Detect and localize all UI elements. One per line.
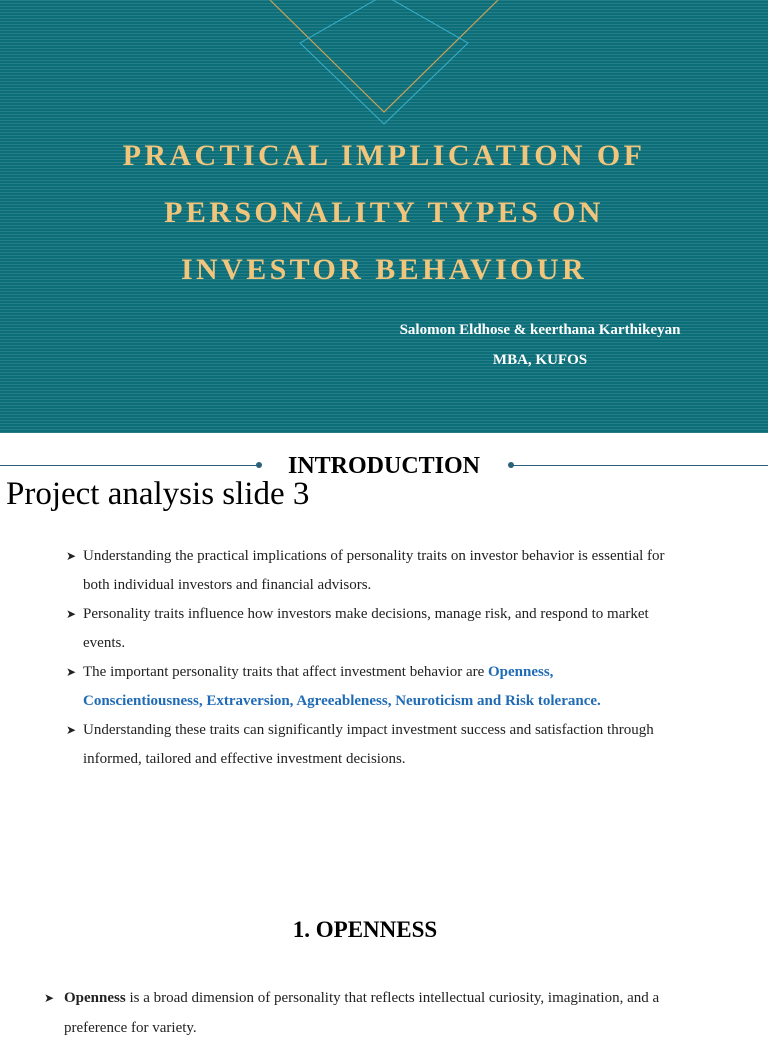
introduction-bullets bbox=[66, 542, 666, 774]
openness-bullets bbox=[44, 983, 684, 1043]
list-item bbox=[66, 542, 666, 600]
gold-chevron-decoration bbox=[270, 0, 498, 112]
traits-highlight: Openness, Conscientiousness, Extraversion, Agreeableness, Neuroticism and Risk tolerance. bbox=[83, 664, 601, 709]
title-line-1: PRACTICAL IMPLICATION OF bbox=[122, 139, 646, 172]
bullet-arrow-icon: ➤ bbox=[44, 991, 55, 1005]
title-line-2: PERSONALITY TYPES ON bbox=[164, 196, 604, 229]
bullet-arrow-icon: ➤ bbox=[66, 723, 77, 737]
bullet-text: Understanding the practical implications of personality traits on investor behavior is essential for both individual investors and financial advisors. bbox=[83, 548, 665, 593]
list-item bbox=[66, 658, 666, 716]
heading-rule-right bbox=[511, 465, 768, 466]
introduction-heading: INTRODUCTION bbox=[287, 453, 481, 479]
teal-diamond-decoration bbox=[300, 0, 468, 124]
list-item bbox=[66, 600, 666, 658]
bullet-text: Understanding these traits can significantly impact investment success and satisfaction through informed, tailored and effective investment decisions. bbox=[83, 722, 654, 767]
bullet-text: The important personality traits that affect investment behavior are bbox=[83, 664, 488, 680]
title-line-3: INVESTOR BEHAVIOUR bbox=[180, 253, 588, 286]
project-analysis-caption: Project analysis slide 3 bbox=[6, 476, 310, 512]
bullet-arrow-icon: ➤ bbox=[66, 549, 77, 563]
bullet-text: Personality traits influence how investors make decisions, manage risk, and respond to market events. bbox=[83, 606, 649, 651]
authors: Salomon Eldhose & keerthana Karthikeyan bbox=[399, 322, 681, 338]
openness-heading: 1. OPENNESS bbox=[292, 917, 438, 942]
bullet-arrow-icon: ➤ bbox=[66, 665, 77, 679]
list-item bbox=[66, 716, 666, 774]
list-item bbox=[44, 983, 684, 1043]
slide-title bbox=[0, 127, 768, 298]
title-slide bbox=[0, 0, 768, 433]
openness-term: Openness bbox=[64, 990, 126, 1006]
bullet-arrow-icon: ➤ bbox=[66, 607, 77, 621]
affiliation: MBA, KUFOS bbox=[492, 352, 588, 368]
openness-definition: is a broad dimension of personality that reflects intellectual curiosity, imagination, and a preference for variety. bbox=[64, 990, 660, 1036]
